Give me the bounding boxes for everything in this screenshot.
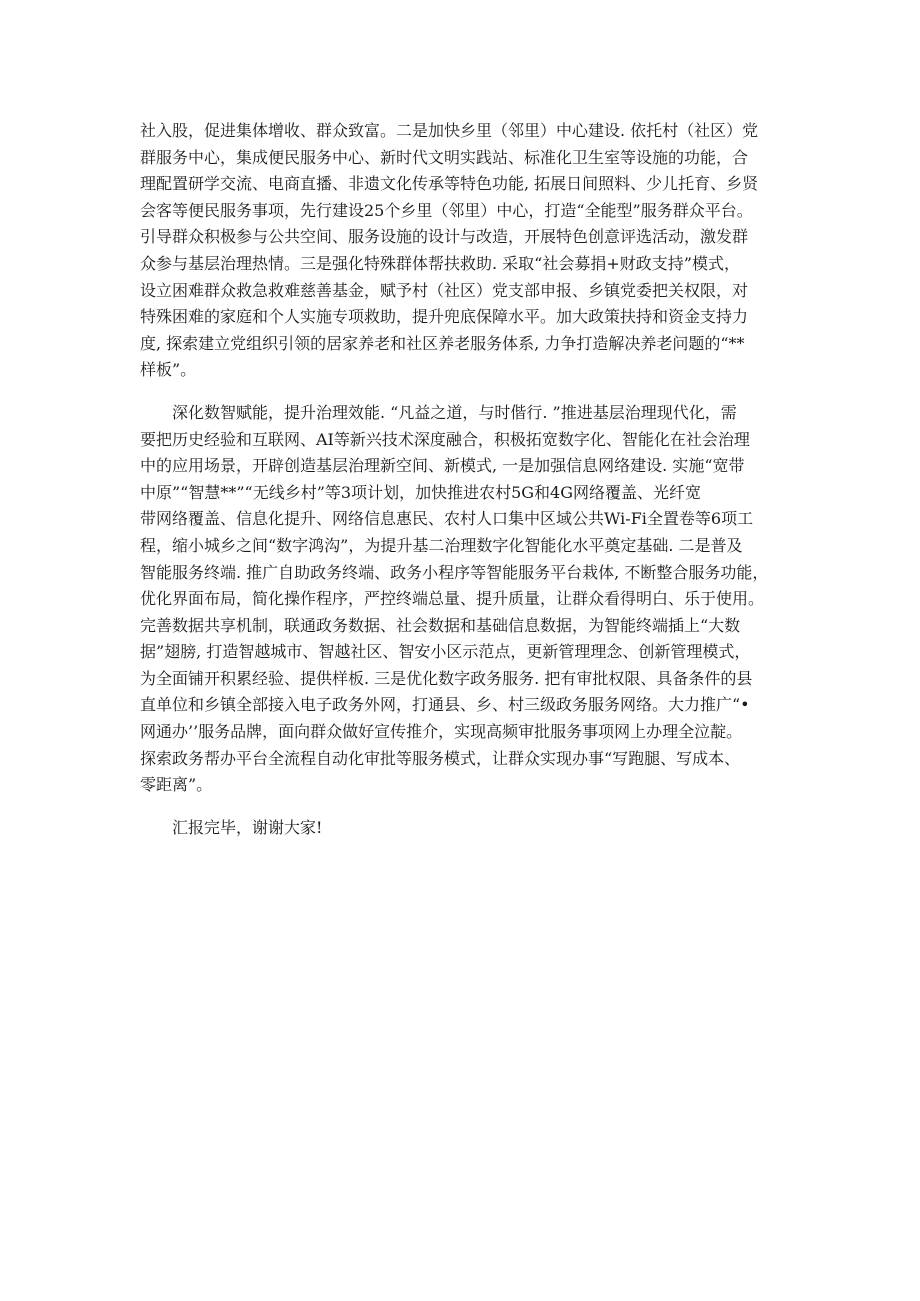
text-line: 社入股，促进集体增收、群众致富。二是加快乡里（邻里）中心建设. 依托村（社区）党 [140,121,759,140]
text-line: 中的应用场景，开辟创造基层治理新空间、新模式, 一是加强信息网络建设. 实施“宽带 [140,456,745,476]
text-line: 程，缩小城乡之间“数字鸿沟”，为提升基二治理数字化智能化水平奠定基础. 二是普及 [140,535,743,555]
text-line: 设立困难群众救急救难慈善基金，赋予村（社区）党支部申报、乡镇党委把关权限，对 [140,280,749,300]
text-line: 群服务中心，集成便民服务中心、新时代文明实践站、标准化卫生室等设施的功能，合 [140,147,749,167]
closing-line: 汇报完毕，谢谢大家! [172,817,323,837]
text-line: 深化数智赋能，提升治理效能. “凡益之道，与时偕行. ”推进基层治理现代化，需 [172,402,737,422]
text-line: 中原”“智慧**”“无线乡村”等3项计划，加快推进农村5G和4G网络覆盖、光纤宽 [140,482,702,502]
document-page [140,118,780,857]
text-line: 要把历史经验和互联网、AI等新兴技术深度融合，积极拓宽数字化、智能化在社会治理 [140,429,750,449]
text-line: 据”翅膀, 打造智越城市、智越社区、智安小区示范点，更新管理理念、创新管理模式， [140,642,751,662]
text-line: 零距离”。 [140,775,213,795]
text-line: 理配置研学交流、电商直播、非遗文化传承等特色功能, 拓展日间照料、少儿托育、乡贤 [140,174,759,194]
text-line: 网通办’’服务品牌，面向群众做好宣传推介，实现高频审批服务事项网上办理全泣靛。 [140,722,743,742]
text-line: 直单位和乡镇全部接入电子政务外网，打通县、乡、村三级政务服务网络。大力推广“• [140,695,750,715]
text-line: 探索政务帮办平台全流程自动化审批等服务模式，让群众实现办事“写跑腿、写成本、 [140,748,741,768]
text-line: 智能服务终端. 推广自助政务终端、政务小程序等智能服务平台栽体, 不断整合服务功能， [140,562,769,582]
paragraph-closing [140,815,780,842]
text-line: 优化界面布局，简化操作程序，严控终端总量、提升质量，让群众看得明白、乐于使用。 [140,589,765,609]
paragraph-2 [140,400,780,799]
text-line: 样板”。 [140,360,197,380]
text-line: 完善数据共享机制，联通政务数据、社会数据和基础信息数据，为智能终端插上“大数 [140,615,741,635]
text-line: 特殊困难的家庭和个人实施专项救助，提升兜底保障水平。加大政策扶持和资金支持力 [140,307,749,327]
text-line: 带网络覆盖、信息化提升、网络信息惠民、农村人口集中区域公共Wi-Fi全置卷等6项工 [140,509,754,529]
text-line: 为全面铺开积累经验、提供样板. 三是优化数字政务服务. 把有审批权限、具备条件的县 [140,668,753,688]
text-line: 众参与基层治理热情。三是强化特殊群体帮扶救助. 采取“社会募捐+财政支持”模式， [140,253,740,273]
text-line: 引导群众积极参与公共空间、服务设施的设计与改造，开展特色创意评选活动，激发群 [140,227,749,247]
paragraph-1 [140,118,780,384]
text-line: 度, 探索建立党组织引领的居家养老和社区养老服务体系, 力争打造解决养老问题的“** [140,333,745,353]
text-line: 会客等便民服务事项，先行建设25个乡里（邻里）中心，打造“全能型”服务群众平台。 [140,200,753,220]
